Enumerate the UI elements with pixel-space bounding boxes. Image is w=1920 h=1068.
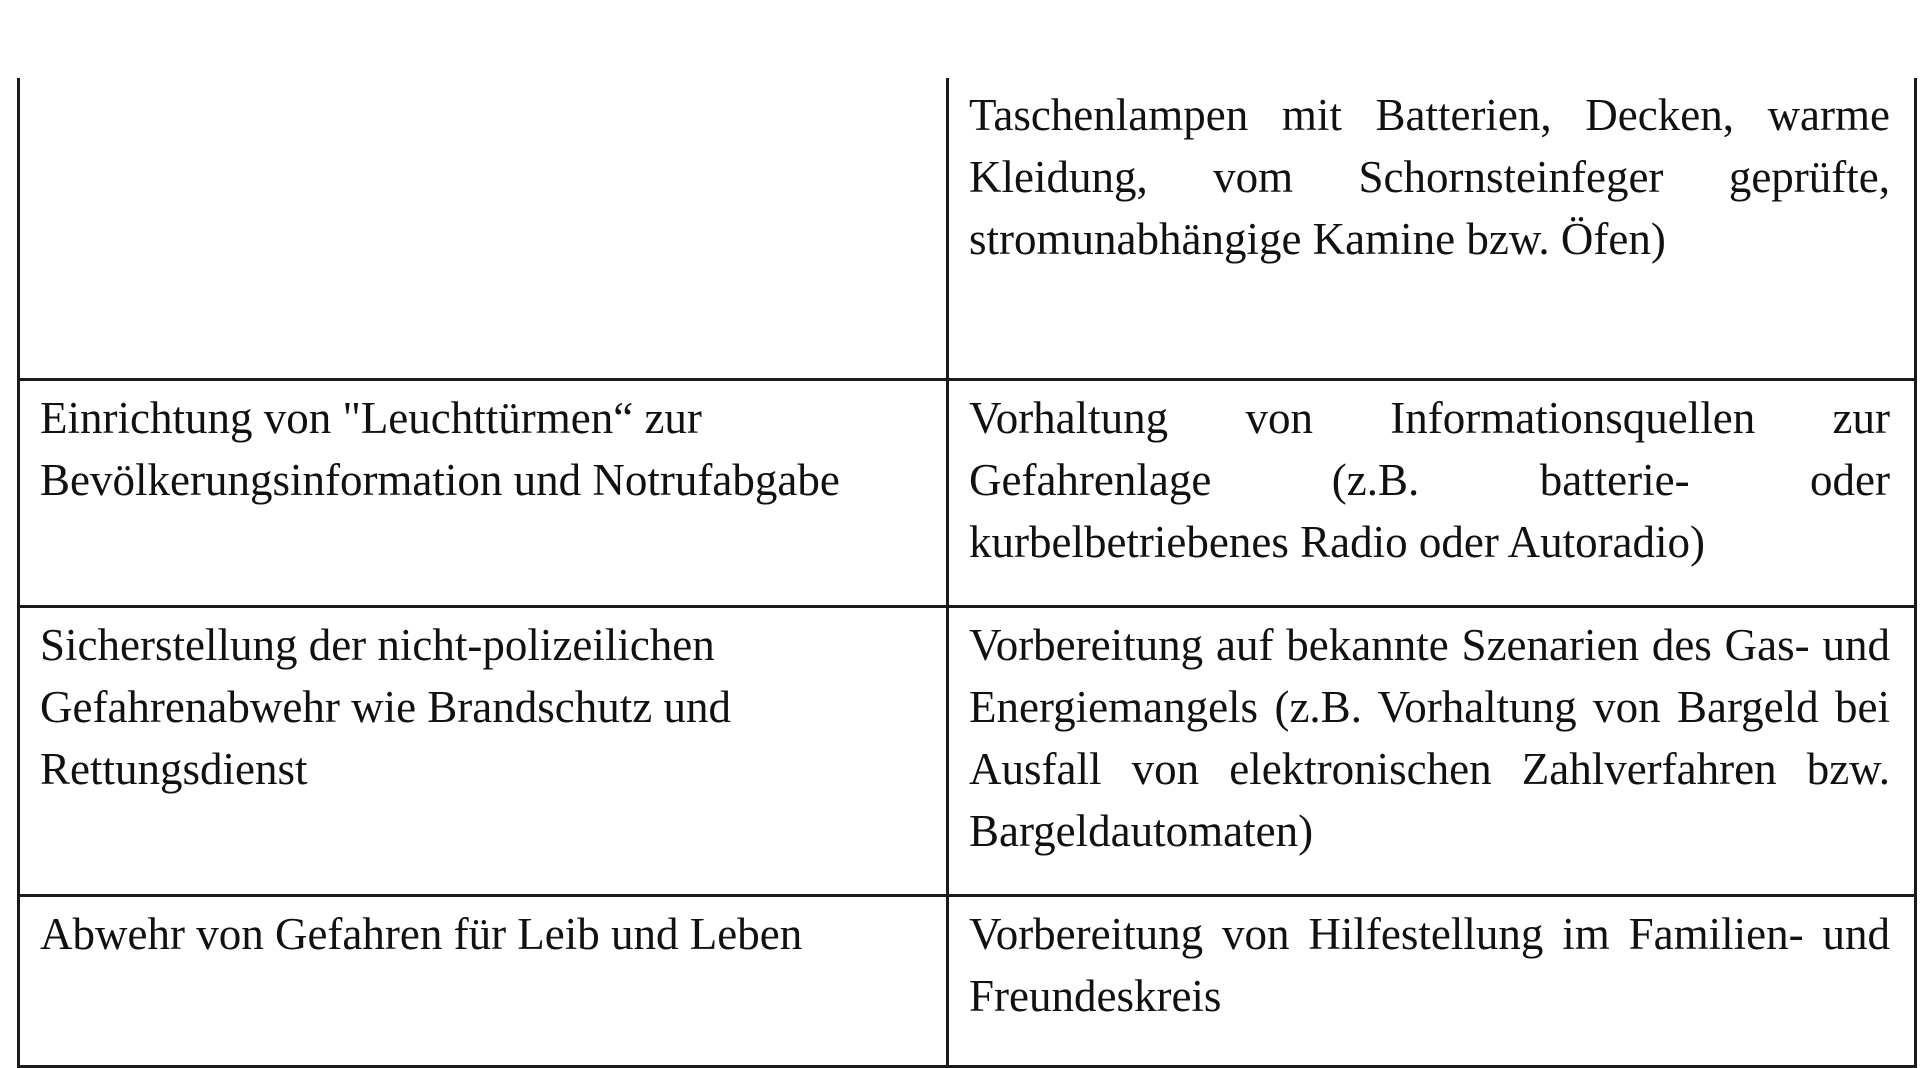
- table-row: [19, 607, 1916, 896]
- cell-text: Vorhaltung von Informationsquellen zur Gefahrenlage (z.B. batterie- oder kurbelbetriebenes Radio oder Autoradio): [969, 393, 1890, 567]
- cell-text: Taschenlampen mit Batterien, Decken, warme Kleidung, vom Schornsteinfeger geprüfte, stromunabhängige Kamine bzw. Öfen): [969, 90, 1890, 264]
- table-cell-right: [948, 896, 1916, 1067]
- table-cell-right: [948, 380, 1916, 607]
- table-row: [19, 78, 1916, 380]
- table-cell-left: [19, 380, 948, 607]
- cell-text: Vorbereitung auf bekannte Szenarien des Gas- und Energiemangels (z.B. Vorhaltung von Bargeld bei Ausfall von elektronischen Zahlverfahren bzw. Bargeldautomaten): [969, 620, 1890, 856]
- table-cell-left: [19, 896, 948, 1067]
- table-cell-left: [19, 78, 948, 380]
- cell-text: Sicherstellung der nicht-polizeilichen Gefahrenabwehr wie Brandschutz und Rettungsdienst: [40, 620, 731, 794]
- table-cell-right: [948, 607, 1916, 896]
- cell-text: Vorbereitung von Hilfestellung im Familien- und Freundeskreis: [969, 909, 1890, 1021]
- measures-table: [17, 78, 1917, 1068]
- table-row: [19, 896, 1916, 1067]
- table-cell-right: [948, 78, 1916, 380]
- cell-text: Einrichtung von "Leuchttürmen“ zur Bevölkerungsinformation und Notrufabgabe: [40, 393, 840, 505]
- table-row: [19, 380, 1916, 607]
- cell-text: Abwehr von Gefahren für Leib und Leben: [40, 909, 803, 959]
- table-cell-left: [19, 607, 948, 896]
